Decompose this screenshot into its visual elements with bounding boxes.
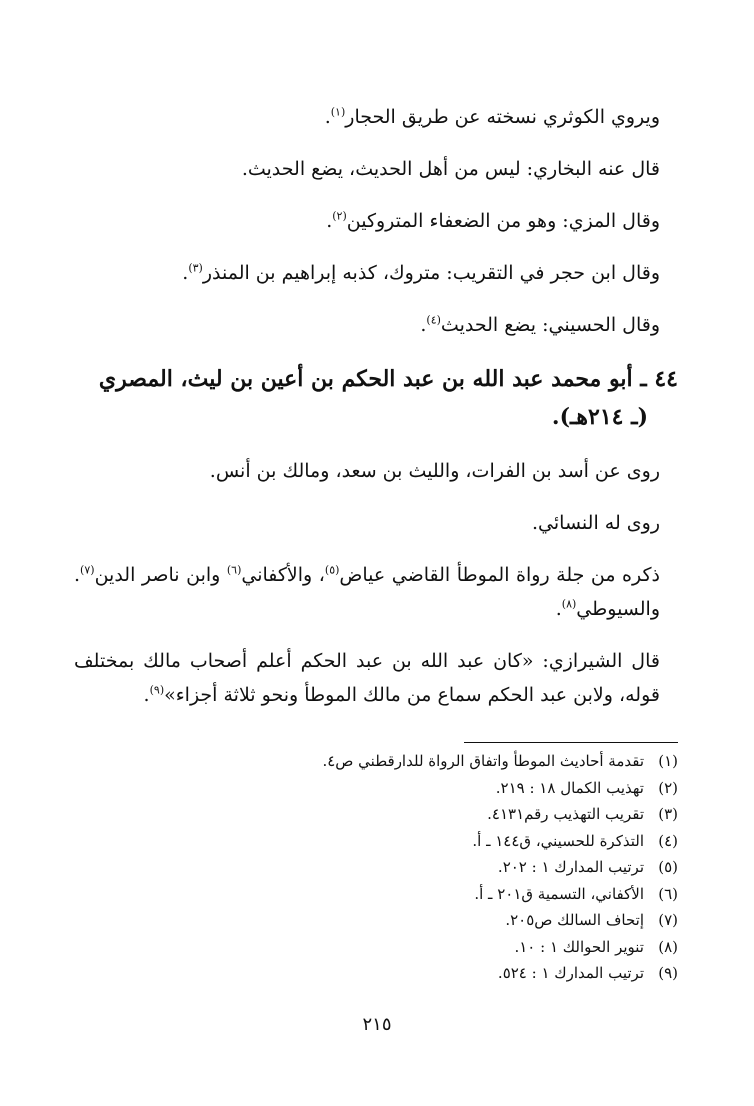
footnote-item [74,801,678,828]
footnote-item [74,828,678,855]
paragraph-mizzi: وقال المزي: وهو من الضعفاء المتروكين$^{(٢)}$. [326,209,660,232]
footnote-number: (٢) [658,778,678,797]
footnote-number: (٧) [658,911,678,929]
footnote-item [74,748,678,775]
footnote-ref: (١) [330,105,346,119]
footnote-item [74,907,678,934]
footnote-number: (٥) [658,858,678,876]
paragraph-ibn-hajar: وقال ابن حجر في التقريب: متروك، كذبه إبراهيم بن المنذر$^{(٣)}$. [182,261,660,284]
footnote-text: الأكفاني، التسمية ق٢٠١ ـ أ. [474,884,644,903]
footnote-item [74,854,678,881]
footnote-ref: (٣) [188,261,203,275]
footnotes-list [74,748,678,987]
footnote-item [74,960,678,987]
footnote-number: (١) [658,752,678,770]
footnote-text: تنوير الحوالك ١ : ١٠. [514,937,644,956]
paragraph-bukhari: قال عنه البخاري: ليس من أهل الحديث، يضع الحديث. [241,158,660,180]
paragraph-rawa: روى عن أسد بن الفرات، والليث بن سعد، ومالك بن أنس. [209,460,660,482]
entry-heading-line1: ٤٤ ـ أبو محمد عبد الله بن عبد الحكم بن أعين بن ليث، المصري [98,366,678,392]
entry-heading-line2: (ـ ٢١٤هـ). [551,404,648,430]
footnote-separator [464,742,678,743]
footnote-item [74,881,678,908]
footnote-ref: (٤) [426,313,441,327]
footnote-item [74,775,678,802]
footnote-text: تقدمة أحاديث الموطأ واتفاق الرواة للدارقطني ص٤. [322,752,644,770]
entry-heading [74,360,678,436]
footnote-ref: (٩) [149,683,165,697]
footnote-number: (٤) [658,831,678,850]
footnote-ref: (٥) [324,563,340,577]
paragraph-nasai: روى له النسائي. [532,512,660,534]
main-text [74,100,678,730]
footnote-ref: (٦) [226,563,242,577]
paragraph-shirazi: قال الشيرازي: «كان عبد الله بن عبد الحكم أعلم أصحاب مالك بمختلف قوله، ولابن عبد الحكم سماع من مالك الموطأ ونحو ثلاثة أجزاء»$^{(٩)}$. [74,650,660,706]
paragraph-husayni: وقال الحسيني: يضع الحديث$^{(٤)}$. [420,313,660,336]
footnote-text: ترتيب المدارك ١ : ٥٢٤. [497,964,644,982]
paragraph-dhikr: ذكره من جلة رواة الموطأ القاضي عياض$^{(٥)}$، والأكفاني$^{(٦)}$ وابن ناصر الدين$^{(٧)}$. والسيوطي$^{(٨)}$. [74,563,660,620]
footnote-number: (٨) [658,937,678,956]
page-number: ٢١٥ [362,1014,392,1035]
footnote-ref: (٨) [561,597,577,611]
footnote-number: (٦) [658,884,678,903]
footnote-text: إتحاف السالك ص٢٠٥. [505,911,644,929]
footnote-number: (٩) [658,964,678,982]
paragraph-kawthari: ويروي الكوثري نسخته عن طريق الحجار$^{(١)}$. [324,105,660,128]
footnote-text: التذكرة للحسيني، ق١٤٤ ـ أ. [472,831,644,850]
footnote-ref: (٢) [332,209,347,223]
footnote-number: (٣) [658,805,678,823]
footnote-text: تهذيب الكمال ١٨ : ٢١٩. [495,778,644,797]
footnote-ref: (٧) [80,563,95,577]
footnote-text: ترتيب المدارك ١ : ٢٠٢. [497,858,644,876]
footnote-item [74,934,678,961]
footnote-text: تقريب التهذيب رقم٤١٣١. [487,805,644,823]
